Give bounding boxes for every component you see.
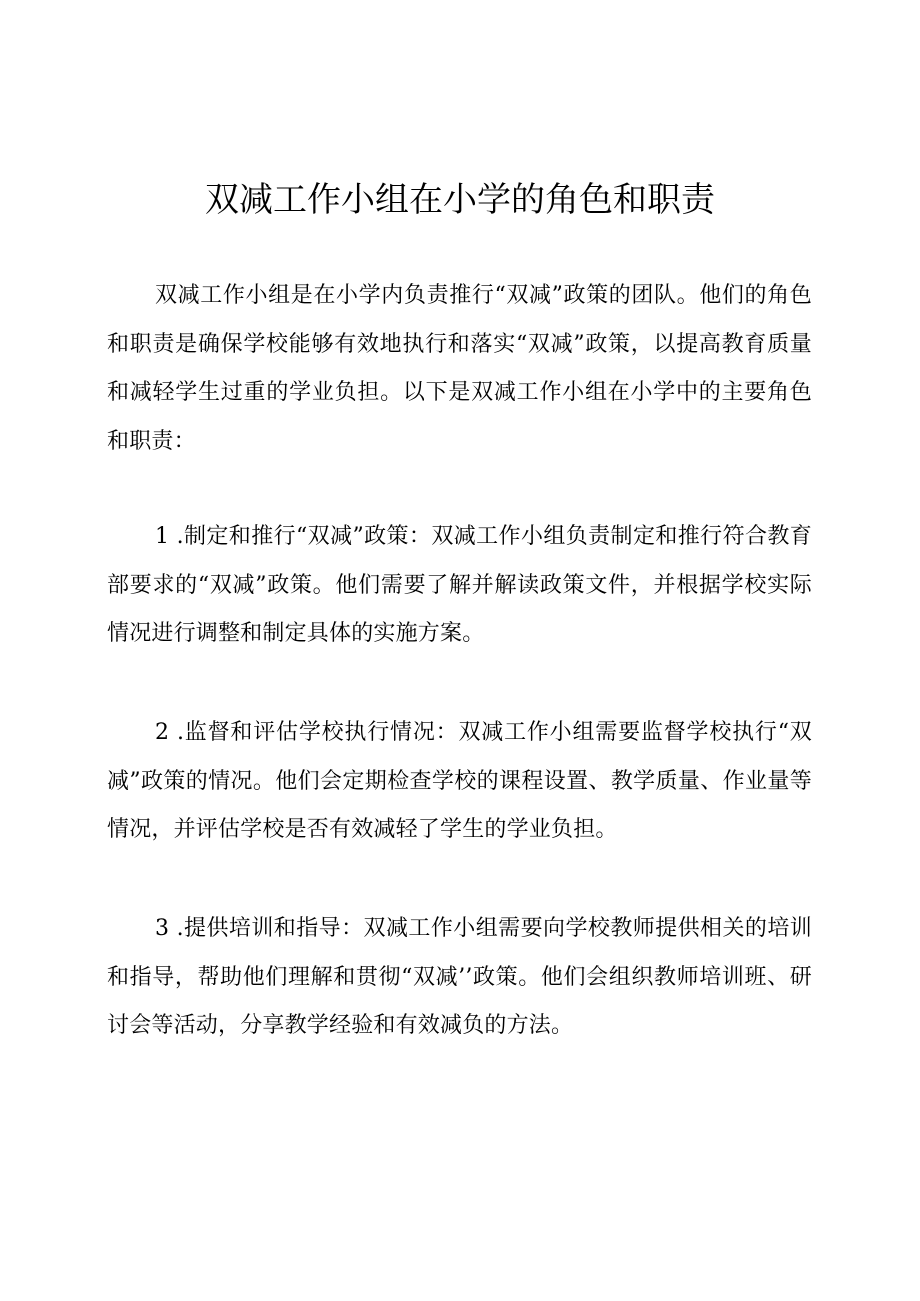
intro-paragraph: 双减工作小组是在小学内负责推行“双减”政策的团队。他们的角色和职责是确保学校能够有效地执行和落实“双减”政策，以提高教育质量和减轻学生过重的学业负担。以下是双减工作小组在小学中的主要角色和职责：: [107, 283, 812, 454]
list-item-1: 1 .制定和推行“双减”政策：双减工作小组负责制定和推行符合教育部要求的“双减”政策。他们需要了解并解读政策文件，并根据学校实际情况进行调整和制定具体的实施方案。: [107, 524, 812, 646]
document-title: 双减工作小组在小学的角色和职责: [205, 180, 715, 220]
list-item-3: 3 .提供培训和指导：双减工作小组需要向学校教师提供相关的培训和指导，帮助他们理解和贯彻“双减’’政策。他们会组织教师培训班、研讨会等活动，分享教学经验和有效减负的方法。: [107, 916, 812, 1038]
list-item-2: 2 .监督和评估学校执行情况：双减工作小组需要监督学校执行“双减”政策的情况。他们会定期检查学校的课程设置、教学质量、作业量等情况，并评估学校是否有效减轻了学生的学业负担。: [107, 720, 812, 842]
